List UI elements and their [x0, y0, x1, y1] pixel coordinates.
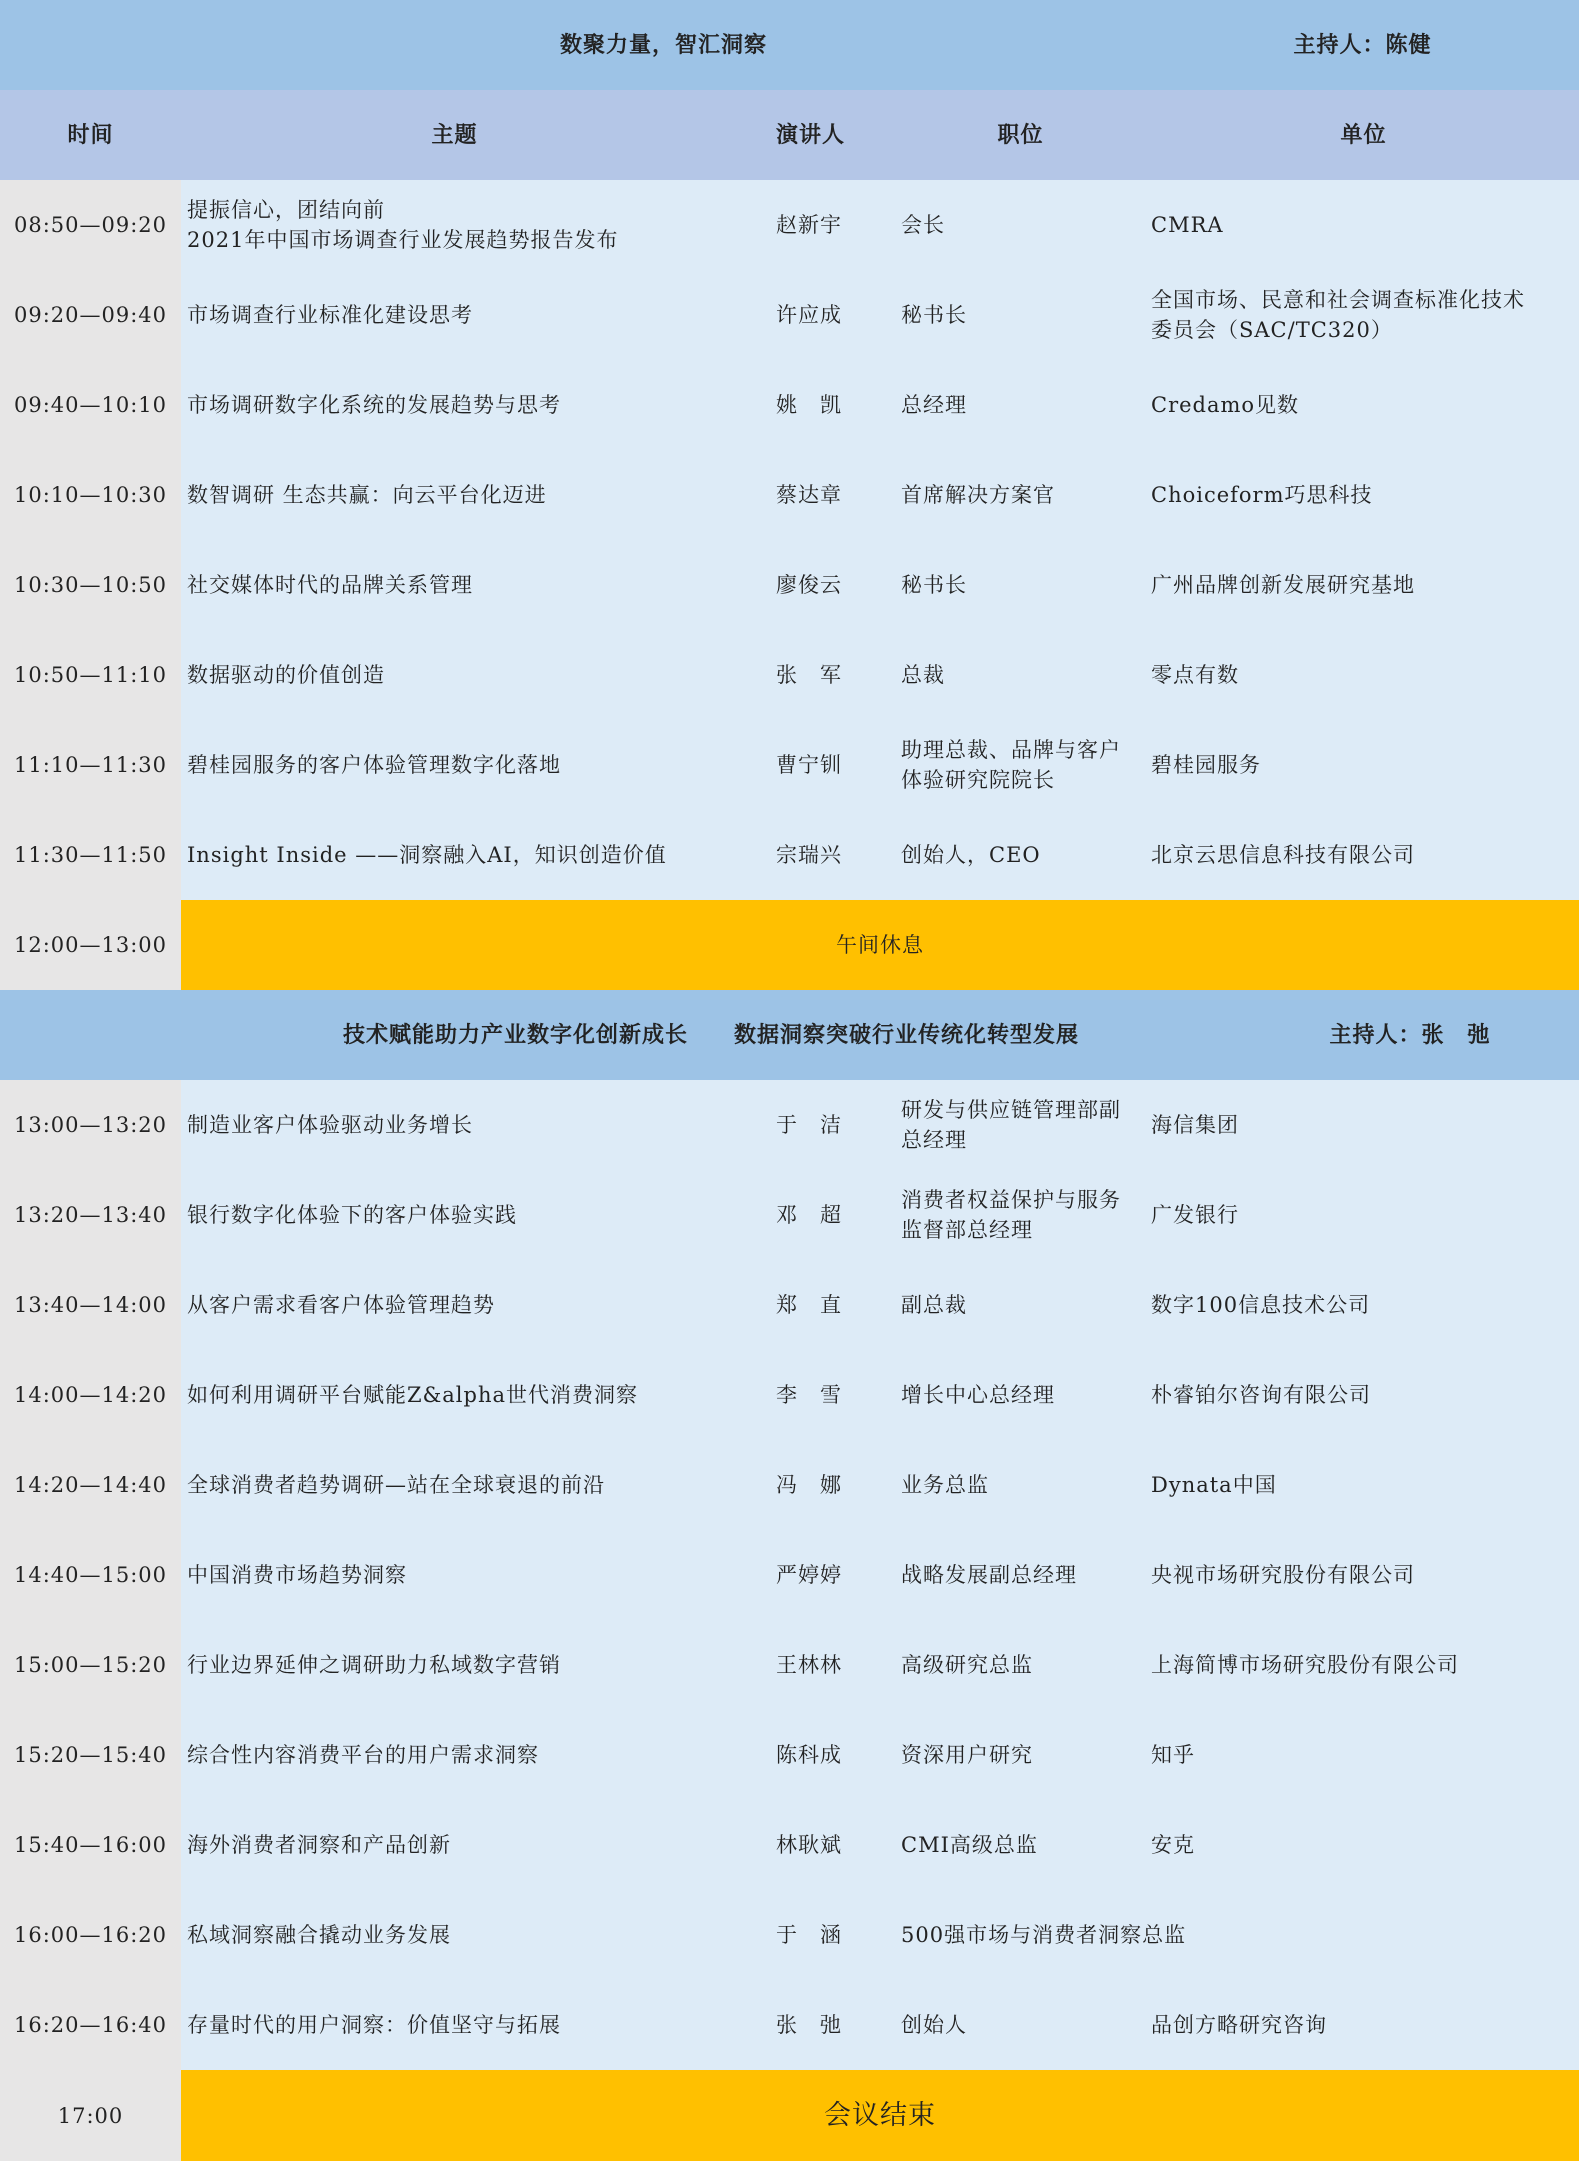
- speaker-name: 许应成: [776, 303, 842, 327]
- speaker-name: 冯 娜: [776, 1473, 842, 1497]
- speaker-name: 张 军: [776, 663, 842, 687]
- time-cell: [0, 180, 181, 270]
- speaker-cell: [728, 360, 893, 450]
- speaker-position: 秘书长: [901, 303, 967, 327]
- time-cell: [0, 1080, 181, 1170]
- speaker-position: 总经理: [901, 393, 967, 417]
- speaker-cell: [728, 630, 893, 720]
- position-cell: [893, 810, 1148, 900]
- speaker-organization: 海信集团: [1151, 1113, 1239, 1137]
- position-cell: [893, 630, 1148, 720]
- topic-cell: [181, 1440, 728, 1530]
- closing-band: [181, 2070, 1579, 2161]
- agenda-row: [0, 1800, 1579, 1890]
- session-header: [0, 990, 1579, 1080]
- organization-cell: [1148, 450, 1579, 540]
- header-topic: 主题: [431, 122, 478, 148]
- speaker-cell: [728, 1170, 893, 1260]
- speaker-name: 林耿斌: [776, 1833, 842, 1857]
- time-cell: [0, 720, 181, 810]
- speaker-cell: [728, 1980, 893, 2070]
- speaker-cell: [728, 810, 893, 900]
- agenda-row: [0, 1080, 1579, 1170]
- session-time: 15:40—16:00: [13, 1833, 168, 1857]
- topic-cell: [181, 1080, 728, 1170]
- session-host-cell: [1241, 990, 1579, 1080]
- session-title-cell: [181, 990, 1241, 1080]
- organization-cell: [1148, 1620, 1579, 1710]
- organization-cell: [1148, 1980, 1579, 2070]
- topic-cell: [181, 1260, 728, 1350]
- organization-cell: [1148, 1440, 1579, 1530]
- speaker-name: 张 弛: [776, 2013, 842, 2037]
- topic-cell: [181, 1980, 728, 2070]
- speaker-organization: 碧桂园服务: [1151, 753, 1261, 777]
- organization-cell: [1148, 630, 1579, 720]
- time-cell: [0, 900, 181, 990]
- agenda-row: [0, 1440, 1579, 1530]
- organization-cell: [1148, 1080, 1579, 1170]
- session-time: 10:30—10:50: [13, 573, 168, 597]
- position-cell: [893, 270, 1148, 360]
- talk-topic: 如何利用调研平台赋能Z&alpha世代消费洞察: [187, 1383, 639, 1407]
- speaker-cell: [728, 450, 893, 540]
- closing-label: 会议结束: [824, 2099, 936, 2131]
- topic-cell: [181, 540, 728, 630]
- organization-cell: [1148, 1350, 1579, 1440]
- speaker-name: 王林林: [776, 1653, 842, 1677]
- agenda-row: [0, 1980, 1579, 2070]
- session-time: 15:20—15:40: [13, 1743, 168, 1767]
- session-time: 09:20—09:40: [13, 303, 168, 327]
- topic-cell: [181, 1710, 728, 1800]
- speaker-name: 严婷婷: [776, 1563, 842, 1587]
- speaker-organization: 零点有数: [1151, 663, 1239, 687]
- position-cell: [893, 1620, 1148, 1710]
- speaker-position: 总裁: [901, 663, 945, 687]
- session-title-cell: [181, 0, 1146, 90]
- speaker-position: 消费者权益保护与服务 监督部总经理: [901, 1188, 1121, 1242]
- time-cell: [0, 2070, 181, 2161]
- topic-cell: [181, 1530, 728, 1620]
- speaker-position: 业务总监: [901, 1473, 989, 1497]
- agenda-row: [0, 270, 1579, 360]
- talk-topic: 数据驱动的价值创造: [187, 663, 385, 687]
- session-time: 09:40—10:10: [13, 393, 168, 417]
- speaker-cell: [728, 1080, 893, 1170]
- position-cell: [893, 1890, 1393, 1980]
- topic-cell: [181, 810, 728, 900]
- time-cell: [0, 1620, 181, 1710]
- agenda-row: [0, 450, 1579, 540]
- talk-topic: 银行数字化体验下的客户体验实践: [187, 1203, 517, 1227]
- header-speaker-cell: [728, 90, 893, 180]
- talk-topic: 海外消费者洞察和产品创新: [187, 1833, 451, 1857]
- topic-cell: [181, 270, 728, 360]
- time-cell: [0, 1530, 181, 1620]
- speaker-name: 赵新宇: [776, 213, 842, 237]
- speaker-name: 李 雪: [776, 1383, 842, 1407]
- talk-topic: 社交媒体时代的品牌关系管理: [187, 573, 473, 597]
- talk-topic: 市场调查行业标准化建设思考: [187, 303, 473, 327]
- agenda-row: [0, 1170, 1579, 1260]
- speaker-cell: [728, 1800, 893, 1890]
- session-time: 13:20—13:40: [13, 1203, 168, 1227]
- header-speaker: 演讲人: [775, 122, 845, 148]
- talk-topic: 私域洞察融合撬动业务发展: [187, 1923, 451, 1947]
- talk-topic: 中国消费市场趋势洞察: [187, 1563, 407, 1587]
- time-cell: [0, 540, 181, 630]
- speaker-organization: 知乎: [1151, 1743, 1195, 1767]
- header-position: 职位: [997, 122, 1044, 148]
- speaker-organization: 朴睿铂尔咨询有限公司: [1151, 1383, 1371, 1407]
- session-time: 11:10—11:30: [13, 753, 168, 777]
- speaker-organization: 广发银行: [1151, 1203, 1239, 1227]
- time-cell: [0, 1440, 181, 1530]
- session-time: 16:00—16:20: [13, 1923, 168, 1947]
- speaker-name: 于 涵: [776, 1923, 842, 1947]
- session-time: 15:00—15:20: [13, 1653, 168, 1677]
- talk-topic: 碧桂园服务的客户体验管理数字化落地: [187, 753, 561, 777]
- time-cell: [0, 450, 181, 540]
- agenda-row: [0, 1260, 1579, 1350]
- organization-cell: [1148, 540, 1579, 630]
- session-header: [0, 0, 1579, 90]
- speaker-position: 战略发展副总经理: [901, 1563, 1077, 1587]
- speaker-organization: 北京云思信息科技有限公司: [1151, 843, 1415, 867]
- closing-row: [0, 2070, 1579, 2161]
- organization-cell: [1148, 1260, 1579, 1350]
- topic-cell: [181, 720, 728, 810]
- organization-cell: [1148, 810, 1579, 900]
- topic-cell: [181, 1890, 728, 1980]
- time-cell: [0, 270, 181, 360]
- position-cell: [893, 1710, 1148, 1800]
- speaker-cell: [728, 270, 893, 360]
- speaker-organization: 全国市场、民意和社会调查标准化技术 委员会（SAC/TC320）: [1151, 288, 1525, 342]
- organization-cell: [1148, 1710, 1579, 1800]
- speaker-cell: [728, 1440, 893, 1530]
- organization-cell: [1148, 180, 1579, 270]
- speaker-position: 高级研究总监: [901, 1653, 1033, 1677]
- break-time: 12:00—13:00: [13, 933, 168, 957]
- header-topic-cell: [181, 90, 728, 180]
- talk-topic: 提振信心，团结向前 2021年中国市场调查行业发展趋势报告发布: [187, 198, 619, 252]
- time-cell: [0, 1260, 181, 1350]
- speaker-name: 廖俊云: [776, 573, 842, 597]
- position-cell: [893, 1350, 1148, 1440]
- organization-cell: [1148, 1800, 1579, 1890]
- header-time: 时间: [67, 122, 114, 148]
- position-cell: [893, 1260, 1148, 1350]
- position-cell: [893, 1080, 1148, 1170]
- speaker-name: 郑 直: [776, 1293, 842, 1317]
- speaker-position: 创始人，CEO: [901, 843, 1041, 867]
- speaker-position: 资深用户研究: [901, 1743, 1033, 1767]
- speaker-cell: [728, 1350, 893, 1440]
- session-time: 14:20—14:40: [13, 1473, 168, 1497]
- speaker-organization: 广州品牌创新发展研究基地: [1151, 573, 1415, 597]
- time-cell: [0, 1980, 181, 2070]
- agenda-row: [0, 810, 1579, 900]
- topic-cell: [181, 180, 728, 270]
- speaker-organization: Choiceform巧思科技: [1151, 483, 1373, 507]
- speaker-cell: [728, 540, 893, 630]
- speaker-position: 副总裁: [901, 1293, 967, 1317]
- time-cell: [0, 1800, 181, 1890]
- speaker-cell: [728, 1260, 893, 1350]
- speaker-name: 陈科成: [776, 1743, 842, 1767]
- agenda-row: [0, 630, 1579, 720]
- position-cell: [893, 360, 1148, 450]
- lunch-band: [181, 900, 1579, 990]
- time-cell: [0, 1170, 181, 1260]
- topic-cell: [181, 450, 728, 540]
- lunch-label: 午间休息: [836, 933, 924, 957]
- position-cell: [893, 720, 1148, 810]
- header-organization-cell: [1148, 90, 1579, 180]
- session-title: 数聚力量，智汇洞察: [559, 32, 767, 58]
- speaker-cell: [728, 1620, 893, 1710]
- agenda-row: [0, 360, 1579, 450]
- speaker-position: 首席解决方案官: [901, 483, 1055, 507]
- speaker-cell: [728, 1530, 893, 1620]
- time-cell: [0, 360, 181, 450]
- topic-cell: [181, 1170, 728, 1260]
- speaker-position: 秘书长: [901, 573, 967, 597]
- session-time: 16:20—16:40: [13, 2013, 168, 2037]
- speaker-cell: [728, 180, 893, 270]
- topic-cell: [181, 360, 728, 450]
- speaker-position: 助理总裁、品牌与客户 体验研究院院长: [901, 738, 1121, 792]
- agenda-row: [0, 540, 1579, 630]
- column-header-row: [0, 90, 1579, 180]
- speaker-organization: 安克: [1151, 1833, 1195, 1857]
- closing-time: 17:00: [57, 2103, 124, 2128]
- talk-topic: 存量时代的用户洞察：价值坚守与拓展: [187, 2013, 561, 2037]
- topic-cell: [181, 1350, 728, 1440]
- speaker-position: 500强市场与消费者洞察总监: [901, 1923, 1187, 1947]
- speaker-position: CMI高级总监: [901, 1833, 1038, 1857]
- speaker-name: 曹宁钏: [776, 753, 842, 777]
- agenda-row: [0, 1890, 1579, 1980]
- position-cell: [893, 1440, 1148, 1530]
- speaker-position: 研发与供应链管理部副 总经理: [901, 1098, 1121, 1152]
- speaker-name: 姚 凯: [776, 393, 842, 417]
- organization-cell: [1393, 1890, 1579, 1980]
- topic-cell: [181, 1800, 728, 1890]
- organization-cell: [1148, 720, 1579, 810]
- agenda-row: [0, 720, 1579, 810]
- speaker-name: 宗瑞兴: [776, 843, 842, 867]
- talk-topic: 行业边界延伸之调研助力私域数字营销: [187, 1653, 561, 1677]
- lunch-break-row: [0, 900, 1579, 990]
- position-cell: [893, 450, 1148, 540]
- header-organization: 单位: [1340, 122, 1387, 148]
- speaker-position: 创始人: [901, 2013, 967, 2037]
- organization-cell: [1148, 270, 1579, 360]
- session-time: 11:30—11:50: [13, 843, 168, 867]
- session-time: 13:00—13:20: [13, 1113, 168, 1137]
- speaker-position: 增长中心总经理: [901, 1383, 1055, 1407]
- speaker-organization: CMRA: [1151, 213, 1224, 237]
- speaker-name: 于 洁: [776, 1113, 842, 1137]
- position-cell: [893, 1800, 1148, 1890]
- session-time: 13:40—14:00: [13, 1293, 168, 1317]
- agenda-row: [0, 1620, 1579, 1710]
- talk-topic: 市场调研数字化系统的发展趋势与思考: [187, 393, 561, 417]
- time-cell: [0, 1710, 181, 1800]
- header-position-cell: [893, 90, 1148, 180]
- position-cell: [893, 180, 1148, 270]
- agenda-row: [0, 1350, 1579, 1440]
- speaker-organization: 上海简博市场研究股份有限公司: [1151, 1653, 1459, 1677]
- talk-topic: 从客户需求看客户体验管理趋势: [187, 1293, 495, 1317]
- position-cell: [893, 540, 1148, 630]
- talk-topic: 制造业客户体验驱动业务增长: [187, 1113, 473, 1137]
- topic-cell: [181, 630, 728, 720]
- topic-cell: [181, 1620, 728, 1710]
- talk-topic: 综合性内容消费平台的用户需求洞察: [187, 1743, 539, 1767]
- speaker-cell: [728, 720, 893, 810]
- agenda-row: [0, 180, 1579, 270]
- speaker-cell: [728, 1710, 893, 1800]
- speaker-name: 蔡达章: [776, 483, 842, 507]
- position-cell: [893, 1980, 1148, 2070]
- talk-topic: 数智调研 生态共赢：向云平台化迈进: [187, 483, 547, 507]
- speaker-organization: 央视市场研究股份有限公司: [1151, 1563, 1415, 1587]
- position-cell: [893, 1170, 1148, 1260]
- header-time-cell: [0, 90, 181, 180]
- agenda-row: [0, 1530, 1579, 1620]
- time-cell: [0, 1890, 181, 1980]
- speaker-position: 会长: [901, 213, 945, 237]
- speaker-organization: 品创方略研究咨询: [1151, 2013, 1327, 2037]
- speaker-cell: [728, 1890, 893, 1980]
- time-cell: [0, 630, 181, 720]
- speaker-organization: Dynata中国: [1151, 1473, 1277, 1497]
- position-cell: [893, 1530, 1148, 1620]
- speaker-organization: Credamo见数: [1151, 393, 1300, 417]
- organization-cell: [1148, 360, 1579, 450]
- time-cell: [0, 810, 181, 900]
- session-host: 主持人：陈健: [1293, 32, 1432, 58]
- session-time: 14:40—15:00: [13, 1563, 168, 1587]
- session-time: 08:50—09:20: [13, 213, 168, 237]
- speaker-name: 邓 超: [776, 1203, 842, 1227]
- talk-topic: 全球消费者趋势调研—站在全球衰退的前沿: [187, 1473, 605, 1497]
- session-time: 10:50—11:10: [13, 663, 168, 687]
- time-cell: [0, 1350, 181, 1440]
- speaker-organization: 数字100信息技术公司: [1151, 1293, 1371, 1317]
- organization-cell: [1148, 1530, 1579, 1620]
- session-title: 技术赋能助力产业数字化创新成长 数据洞察突破行业传统化转型发展: [342, 1022, 1079, 1048]
- agenda-row: [0, 1710, 1579, 1800]
- session-time: 10:10—10:30: [13, 483, 168, 507]
- session-host: 主持人：张 弛: [1329, 1022, 1491, 1048]
- session-time: 14:00—14:20: [13, 1383, 168, 1407]
- talk-topic: Insight Inside ——洞察融入AI，知识创造价值: [187, 843, 667, 867]
- organization-cell: [1148, 1170, 1579, 1260]
- session-host-cell: [1146, 0, 1579, 90]
